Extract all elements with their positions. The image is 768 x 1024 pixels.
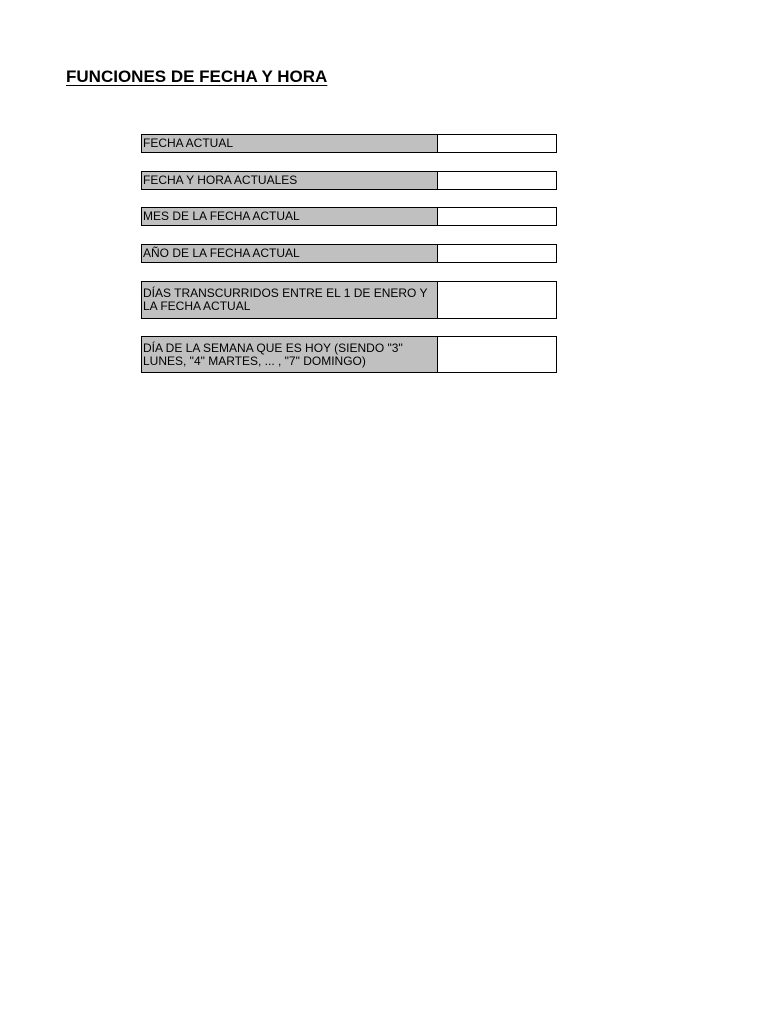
row-label: FECHA Y HORA ACTUALES — [142, 172, 438, 189]
row-label: AÑO DE LA FECHA ACTUAL — [142, 245, 438, 262]
row-value-cell[interactable] — [438, 208, 556, 225]
row-dia-de-la-semana — [141, 336, 557, 373]
row-label: DÍA DE LA SEMANA QUE ES HOY (SIENDO "3" LUNES, "4" MARTES, ... , "7" DOMINGO) — [142, 337, 438, 372]
row-value-cell[interactable] — [438, 135, 556, 152]
row-mes-de-la-fecha-actual — [141, 207, 557, 226]
row-value-cell[interactable] — [438, 337, 556, 372]
row-label: FECHA ACTUAL — [142, 135, 438, 152]
page-title: FUNCIONES DE FECHA Y HORA — [66, 67, 328, 86]
row-label: DÍAS TRANSCURRIDOS ENTRE EL 1 DE ENERO Y LA FECHA ACTUAL — [142, 282, 438, 318]
row-fecha-y-hora-actuales — [141, 171, 557, 190]
row-value-cell[interactable] — [438, 172, 556, 189]
row-dias-transcurridos — [141, 281, 557, 319]
row-value-cell[interactable] — [438, 282, 556, 318]
row-anio-de-la-fecha-actual — [141, 244, 557, 263]
row-label: MES DE LA FECHA ACTUAL — [142, 208, 438, 225]
row-value-cell[interactable] — [438, 245, 556, 262]
row-fecha-actual — [141, 134, 557, 153]
